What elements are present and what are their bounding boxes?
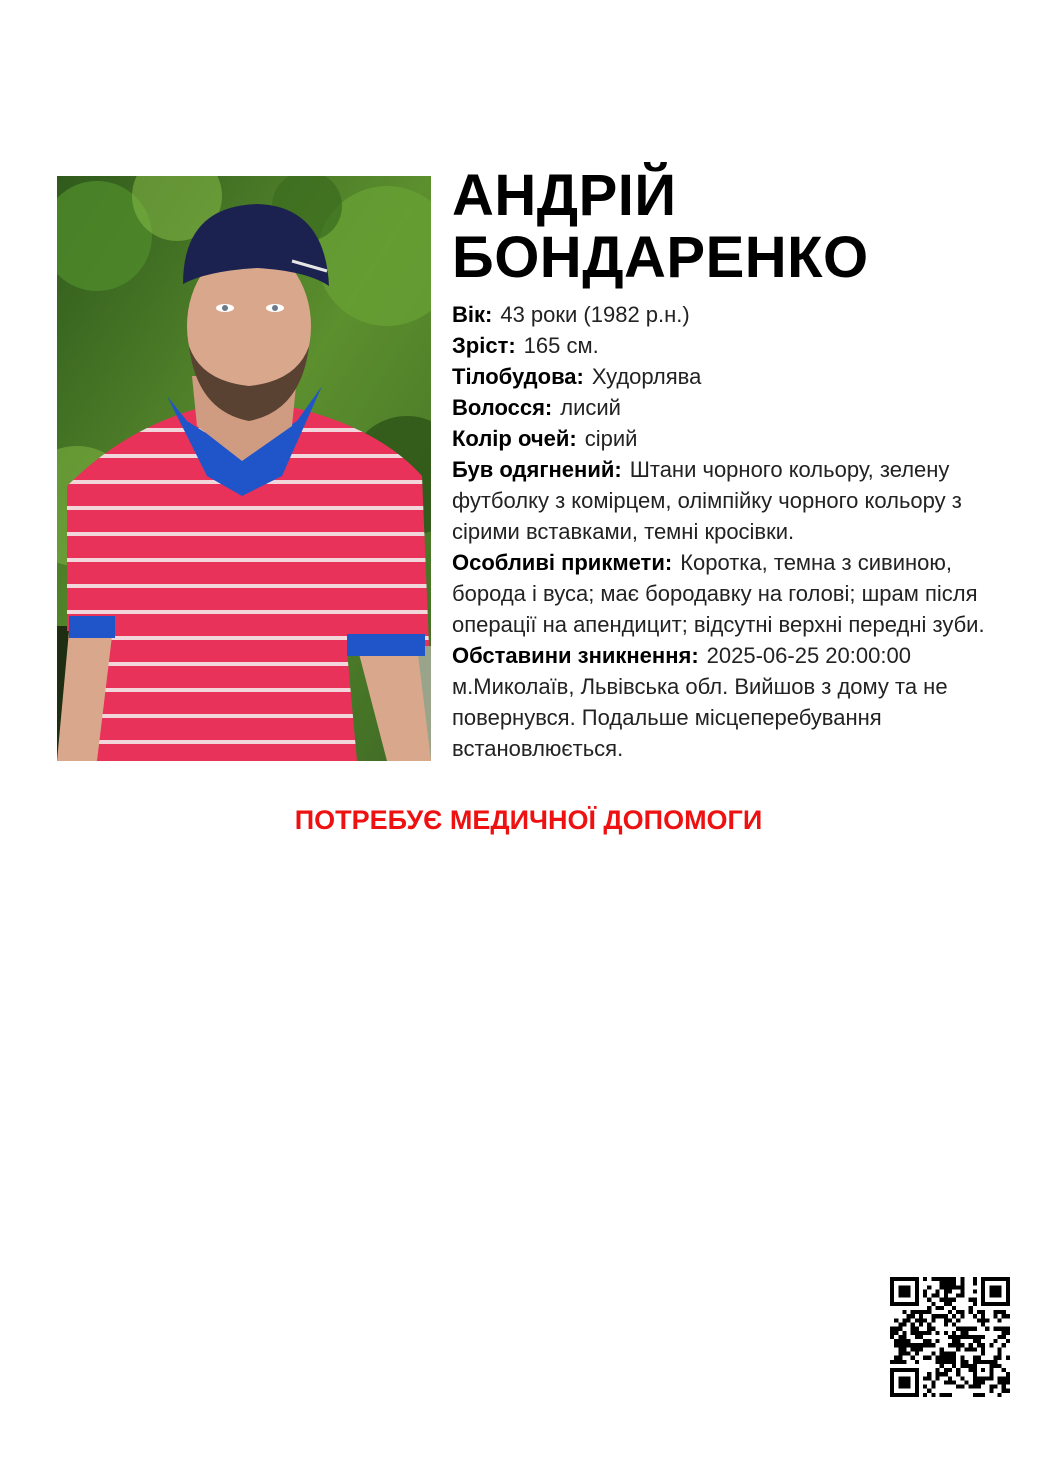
qr-code[interactable]: [890, 1277, 1010, 1397]
field-clothing: [452, 454, 1012, 547]
field-value: 165 см.: [523, 333, 599, 358]
field-label: Був одягнений:: [452, 457, 622, 482]
person-info: [452, 165, 1012, 764]
field-label: Обставини зникнення:: [452, 643, 699, 668]
field-label: Волосся:: [452, 395, 553, 420]
field-value: лисий: [560, 395, 621, 420]
medical-alert: ПОТРЕБУЄ МЕДИЧНОЇ ДОПОМОГИ: [294, 805, 763, 835]
field-label: Вік:: [452, 302, 493, 327]
field-hair: [452, 392, 1012, 423]
field-value: Коротка, темна з сивиною, борода і вуса; має бородавку на голові; шрам після операції на апендицит; відсутні верхні передні зуби.: [452, 550, 985, 637]
field-label: Тілобудова:: [452, 364, 584, 389]
field-eyes: [452, 423, 1012, 454]
field-value: 2025-06-25 20:00:00 м.Миколаїв, Львівська обл. Вийшов з дому та не повернувся. Подальше місцеперебування встановлюється.: [452, 643, 948, 761]
field-circumstances: [452, 640, 1012, 764]
field-features: [452, 547, 1012, 640]
field-label: Зріст:: [452, 333, 516, 358]
field-value: Штани чорного кольору, зелену футболку з комірцем, олімпійку чорного кольору з сірими вставками, темні кросівки.: [452, 457, 962, 544]
qr-code-icon: [890, 1277, 1010, 1397]
field-height: [452, 330, 1012, 361]
last-name: БОНДАРЕНКО: [452, 225, 869, 290]
field-age: [452, 299, 1012, 330]
field-value: 43 роки (1982 р.н.): [500, 302, 690, 327]
person-photo: [57, 176, 431, 761]
field-value: сірий: [584, 426, 638, 451]
person-photo-image: [57, 176, 431, 761]
field-label: Колір очей:: [452, 426, 577, 451]
field-build: [452, 361, 1012, 392]
field-value: Худорлява: [591, 364, 702, 389]
person-name: [452, 165, 1012, 289]
field-label: Особливі прикмети:: [452, 550, 673, 575]
first-name: АНДРІЙ: [452, 163, 677, 228]
